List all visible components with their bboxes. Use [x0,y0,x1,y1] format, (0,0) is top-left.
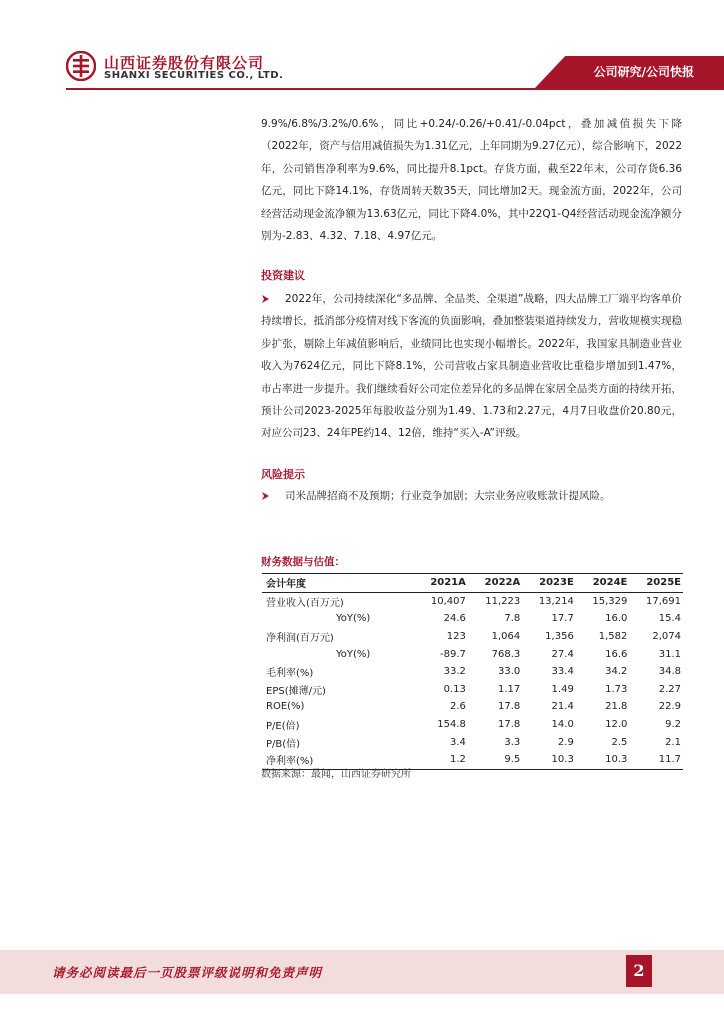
table-row [262,681,683,699]
risk-bullet [261,485,682,507]
table-cell: 34.2 [605,666,628,678]
table-title: 财务数据与估值： [261,556,345,568]
table-cell: 1.2 [449,754,466,766]
row-label: 净利润(百万元) [266,633,334,645]
table-row [262,628,683,646]
table-row [262,698,683,716]
arrow-bullet-icon [261,491,271,501]
table-cell: 31.1 [658,648,681,660]
investment-bullet [261,288,682,445]
page-header [0,0,724,92]
table-row [262,610,683,628]
table-cell: 3.4 [449,736,466,748]
table-cell: 10.3 [551,754,574,766]
table-cell: 10.3 [605,754,628,766]
page-number: 2 [626,955,652,987]
table-cell: 2.27 [658,683,681,695]
table-cell: 13,214 [538,595,574,607]
row-label: ROE(%) [266,701,305,713]
col-header: 2023E [539,577,574,589]
table-cell: 10,407 [430,595,466,607]
table-cell: 33.2 [443,666,466,678]
table-cell: 0.13 [443,683,466,695]
table-cell: 1,064 [491,631,521,643]
row-label: P/E(倍) [266,721,300,733]
table-cell: 34.8 [658,666,681,678]
data-source-note: 数据来源：最闻，山西证券研究所 [261,769,411,780]
table-cell: 2.9 [557,736,574,748]
row-label: 净利率(%) [266,756,314,768]
row-label: 营业收入(百万元) [266,597,344,609]
company-name-cn: 山西证券股份有限公司 [104,54,265,72]
row-label: P/B(倍) [266,738,301,750]
table-cell: 2.1 [665,736,681,748]
col-header: 会计年度 [266,579,306,591]
table-cell: 9.5 [504,754,521,766]
investment-section-title: 投资建议 [261,269,305,282]
table-row [262,716,683,734]
table-cell: 1,582 [598,631,628,643]
table-cell: 17,691 [646,595,681,607]
table-cell: 3.3 [504,736,521,748]
table-cell: 7.8 [504,613,521,625]
table-row [262,592,683,610]
table-row [262,645,683,663]
table-cell: 154.8 [437,719,466,731]
table-cell: 21.4 [551,701,574,713]
table-cell: 15.4 [658,613,681,625]
table-cell: 123 [446,631,466,643]
table-cell: 1,356 [545,631,574,643]
table-row [262,733,683,751]
table-cell: 1.49 [551,683,574,695]
table-row [262,663,683,681]
table-cell: 16.6 [605,648,628,660]
disclaimer-text: 请务必阅读最后一页股票评级说明和免责声明 [52,965,323,980]
table-cell: 1.17 [497,683,521,695]
body-paragraph: 9.9%/6.8%/3.2%/0.6%，同比+0.24/-0.26/+0.41/-0.04pct，叠加减值损失下降（2022年，资产与信用减值损失为1.31亿元，上年同期为9.27亿元），综合影响下，2022年，公司销售净利率为9.6%，同比提升8.1pct。存货方面，截至22年末，公司存货6.36亿元，同比下降14.1%，存货周转天数35天，同比增加2天。现金流方面，2022年，公司经营活动现金流净额为13.63亿元，同比下降4.0%，其中22Q1-Q4经营活动现金流净额分别为-2.83、4.32、7.18、4.97亿元。 [261,118,682,243]
row-label: EPS(摊薄/元) [266,685,326,697]
table-cell: 17.8 [497,701,521,713]
col-header: 2024E [592,577,628,589]
header-divider [66,88,724,90]
col-header: 2025E [646,577,681,589]
table-cell: -89.7 [440,648,466,660]
company-logo-icon [66,51,96,81]
table-cell: 16.0 [605,613,628,625]
table-cell: 22.9 [658,701,681,713]
table-cell: 2.5 [611,736,628,748]
risk-section-title: 风险提示 [261,468,305,481]
arrow-bullet-icon [261,294,271,304]
table-cell: 21.8 [605,701,628,713]
table-cell: 15,329 [592,595,628,607]
table-cell: 14.0 [551,719,574,731]
table-cell: 11,223 [485,595,521,607]
report-category: 公司研究/公司快报 [593,65,694,79]
table-cell: 2.6 [449,701,466,713]
table-cell: 33.0 [497,666,521,678]
col-header: 2022A [484,577,521,589]
row-label: YoY(%) [336,613,371,625]
risk-text: 司米品牌招商不及预期；行业竞争加剧；大宗业务应收账款计提风险。 [285,490,611,502]
table-cell: 11.7 [658,754,681,766]
table-cell: 2,074 [652,631,681,643]
table-cell: 17.7 [551,613,574,625]
table-cell: 768.3 [491,648,521,660]
col-header: 2021A [430,577,466,589]
row-label: 毛利率(%) [266,668,314,680]
table-cell: 33.4 [551,666,574,678]
table-cell: 9.2 [665,719,681,731]
investment-text: 2022年，公司持续深化“多品牌、全品类、全渠道”战略，四大品牌工厂端平均客单价持续增长，抵消部分疫情对线下客流的负面影响，叠加整装渠道持续发力，营收规模实现稳步扩张，剔除上年减值影响后，业绩同比也实现小幅增长。2022年，我国家具制造业营业收入为7624亿元，同比下降8.1%，公司营收占家具制造业营收比重稳步增加到1.47%，市占率进一步提升。我们继续看好公司定位差异化的多品牌在家居全品类方面的持续开拓，预计公司2023-2025年每股收益分别为1.49、1.73和2.27元，4月7日收盘价20.80元，对应公司23、24年PE约14、12倍，维持“买入-A”评级。 [261,293,682,440]
table-cell: 17.8 [497,719,521,731]
company-name-en: SHANXI SECURITIES CO., LTD. [104,70,284,81]
row-label: YoY(%) [336,648,371,660]
financial-table [262,573,683,770]
table-header-row [262,574,683,593]
table-cell: 12.0 [605,719,628,731]
table-cell: 27.4 [551,648,574,660]
table-cell: 1.73 [605,683,628,695]
table-cell: 24.6 [443,613,466,625]
